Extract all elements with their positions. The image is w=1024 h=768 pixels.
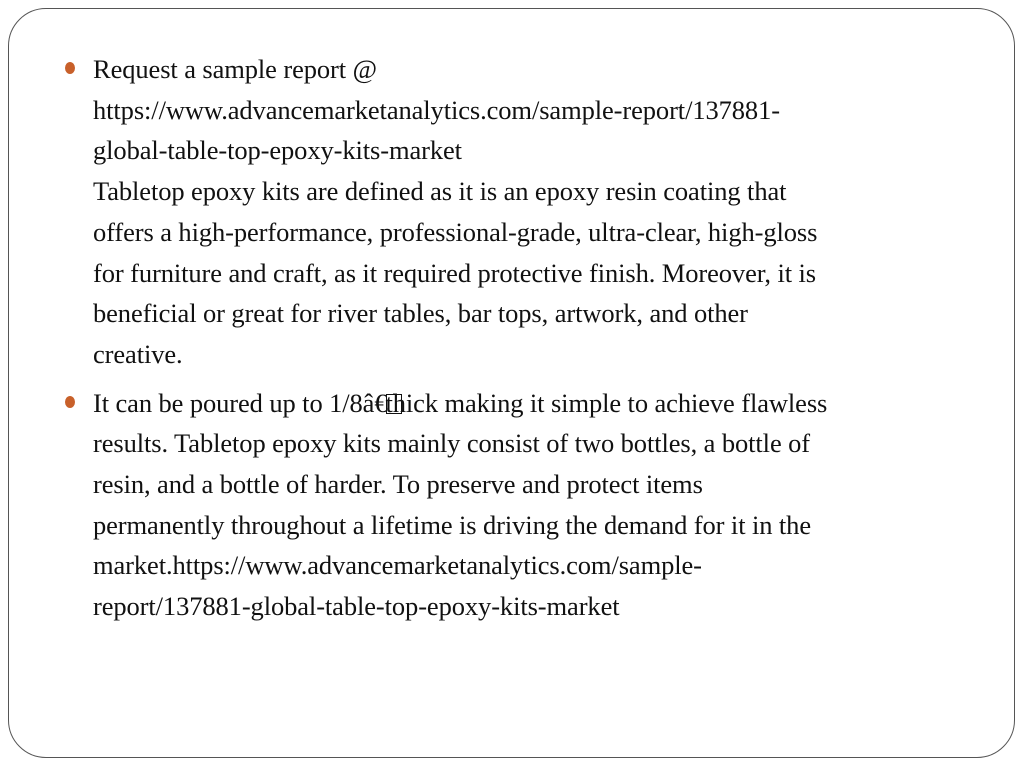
text-line: for furniture and craft, as it required protective finish. Moreover, it is (93, 257, 816, 288)
text-line: beneficial or great for river tables, bar tops, artwork, and other (93, 298, 748, 329)
slide-content (65, 49, 965, 635)
text-line: creative. (93, 338, 183, 369)
text-line: Tabletop epoxy kits are defined as it is an epoxy resin coating that (93, 176, 787, 207)
sample-report-link-line-1[interactable]: https://www.advancemarketanalytics.com/sample-report/137881- (93, 94, 780, 125)
text-line: Request a sample report @ (93, 54, 377, 84)
text-line: permanently throughout a lifetime is driving the demand for it in the (93, 509, 811, 540)
text-line: results. Tabletop epoxy kits mainly consist of two bottles, a bottle of (93, 428, 811, 459)
market-link-line-1[interactable]: market.https://www.advancemarketanalytics.com/sample- (93, 550, 702, 581)
text-line: offers a high-performance, professional-grade, ultra-clear, high-gloss (93, 216, 818, 247)
bullet-item-sample-report (65, 49, 965, 375)
slide-frame (8, 8, 1015, 758)
bullet-item-product-details (65, 383, 965, 627)
text-fragment: It can be poured up to 1/8â€ (93, 387, 388, 418)
text-fragment: thick making it simple to achieve flawless (385, 387, 828, 418)
sample-report-link-line-2[interactable]: global-table-top-epoxy-kits-market (93, 135, 462, 166)
text-line: resin, and a bottle of harder. To preserve and protect items (93, 469, 703, 500)
text-line (93, 383, 965, 424)
bullet-dot-icon (65, 62, 75, 74)
bullet-dot-icon (65, 396, 75, 408)
market-link-line-2[interactable]: report/137881-global-table-top-epoxy-kits-market (93, 591, 620, 622)
